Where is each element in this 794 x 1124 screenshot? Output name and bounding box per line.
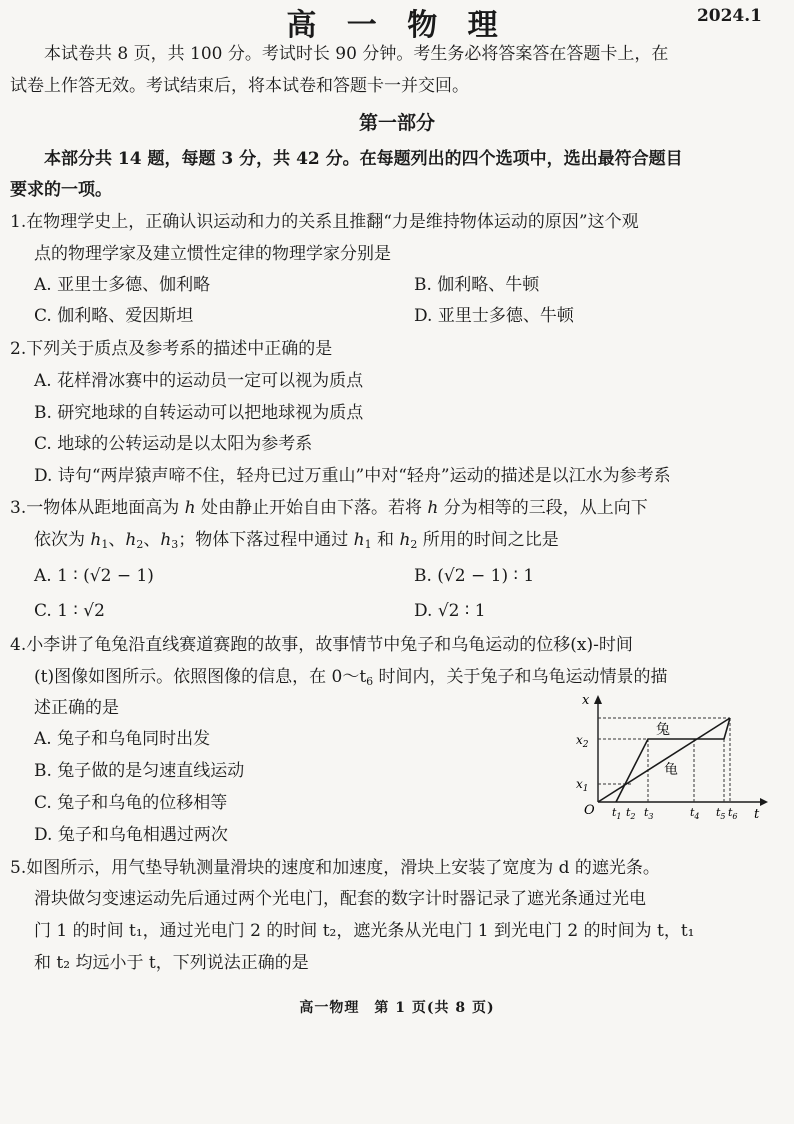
q3-option-c: C. 1 ∶ √2 bbox=[34, 601, 105, 621]
q2-option-a: A. 花样滑冰赛中的运动员一定可以视为质点 bbox=[34, 371, 364, 391]
x-axis-arrow bbox=[594, 695, 602, 704]
q5-stem-3: 门 1 的时间 t₁，通过光电门 2 的时间 t₂，遮光条从光电门 1 到光电门 2 的时间为 t，t₁ bbox=[34, 921, 695, 941]
t2-label: $t_2$ bbox=[626, 806, 636, 821]
x-axis-label: x bbox=[582, 693, 590, 708]
q4-option-a: A. 兔子和乌龟同时出发 bbox=[34, 729, 211, 749]
q3-option-b: B. (√2 − 1) ∶ 1 bbox=[414, 566, 535, 586]
q4-option-b: B. 兔子做的是匀速直线运动 bbox=[34, 761, 245, 781]
t5-label: $t_5$ bbox=[716, 806, 726, 821]
q3-option-d: D. √2 ∶ 1 bbox=[414, 601, 486, 621]
exam-date: 2024.1 bbox=[696, 6, 762, 26]
origin-label: O bbox=[584, 803, 595, 818]
tortoise-label: 龟 bbox=[664, 762, 678, 778]
t-axis-label: t bbox=[754, 807, 760, 822]
q2-option-d: D. 诗句“两岸猿声啼不住，轻舟已过万重山”中对“轻舟”运动的描述是以江水为参考系 bbox=[34, 466, 671, 486]
q1-option-a: A. 亚里士多德、伽利略 bbox=[34, 275, 211, 295]
section-instruction-1: 本部分共 14 题，每题 3 分，共 42 分。在每题列出的四个选项中，选出最符合题目 bbox=[44, 149, 683, 169]
q3-stem-2: 依次为 $h_1$、$h_2$、$h_3$；物体下落过程中通过 $h_1$ 和 $h_2$ 所用的时间之比是 bbox=[34, 530, 559, 551]
t4-label: $t_4$ bbox=[690, 806, 700, 821]
section-title: 第一部分 bbox=[358, 112, 435, 134]
t-axis-arrow bbox=[760, 798, 768, 806]
q2-option-b: B. 研究地球的自转运动可以把地球视为质点 bbox=[34, 403, 364, 423]
q2-option-c: C. 地球的公转运动是以太阳为参考系 bbox=[34, 434, 313, 454]
q4-stem-1: 4.小李讲了龟兔沿直线赛道赛跑的故事，故事情节中兔子和乌龟运动的位移(x)-时间 bbox=[10, 635, 633, 655]
rabbit-line bbox=[616, 718, 730, 802]
q4-option-d: D. 兔子和乌龟相遇过两次 bbox=[34, 825, 228, 845]
q5-stem-1: 5.如图所示，用气垫导轨测量滑块的速度和加速度，滑块上安装了宽度为 d 的遮光条。 bbox=[10, 858, 660, 878]
q5-stem-2: 滑块做匀变速运动先后通过两个光电门，配套的数字计时器记录了遮光条通过光电 bbox=[34, 889, 646, 909]
xt-graph bbox=[570, 690, 770, 822]
exam-title: 高 一 物 理 bbox=[286, 8, 508, 43]
q5-stem-4: 和 t₂ 均远小于 t，下列说法正确的是 bbox=[34, 953, 309, 973]
page-footer: 高一物理 第 1 页(共 8 页) bbox=[299, 1000, 495, 1016]
q4-stem-3: 述正确的是 bbox=[34, 698, 119, 718]
q1-stem-1: 1.在物理学史上，正确认识运动和力的关系且推翻“力是维持物体运动的原因”这个观 bbox=[10, 212, 639, 232]
x2-label: $x_2$ bbox=[576, 733, 589, 750]
q3-option-a: A. 1 ∶ (√2 − 1) bbox=[34, 566, 154, 586]
x1-label: $x_1$ bbox=[576, 777, 589, 794]
section-instruction-2: 要求的一项。 bbox=[10, 180, 112, 200]
t3-label: $t_3$ bbox=[644, 806, 654, 821]
q2-stem: 2.下列关于质点及参考系的描述中正确的是 bbox=[10, 339, 333, 359]
rabbit-label: 兔 bbox=[656, 722, 670, 738]
q1-option-b: B. 伽利略、牛顿 bbox=[414, 275, 540, 295]
q1-option-d: D. 亚里士多德、牛顿 bbox=[414, 306, 574, 326]
q4-stem-2: (t)图像如图所示。依照图像的信息，在 $0\sim t_6$ 时间内，关于兔子和乌龟运动情景的描 bbox=[34, 667, 668, 688]
intro-line-2: 试卷上作答无效。考试结束后，将本试卷和答题卡一并交回。 bbox=[10, 76, 469, 96]
intro-line-1: 本试卷共 8 页，共 100 分。考试时长 90 分钟。考生务必将答案答在答题卡上，在 bbox=[44, 44, 669, 64]
q1-option-c: C. 伽利略、爱因斯坦 bbox=[34, 306, 194, 326]
q1-stem-2: 点的物理学家及建立惯性定律的物理学家分别是 bbox=[34, 244, 391, 264]
t6-label: $t_6$ bbox=[728, 806, 738, 821]
q3-stem-1: 3.一物体从距地面高为 h 处由静止开始自由下落。若将 h 分为相等的三段，从上向下 bbox=[10, 498, 648, 518]
q4-option-c: C. 兔子和乌龟的位移相等 bbox=[34, 793, 228, 813]
t1-label: $t_1$ bbox=[612, 806, 622, 821]
